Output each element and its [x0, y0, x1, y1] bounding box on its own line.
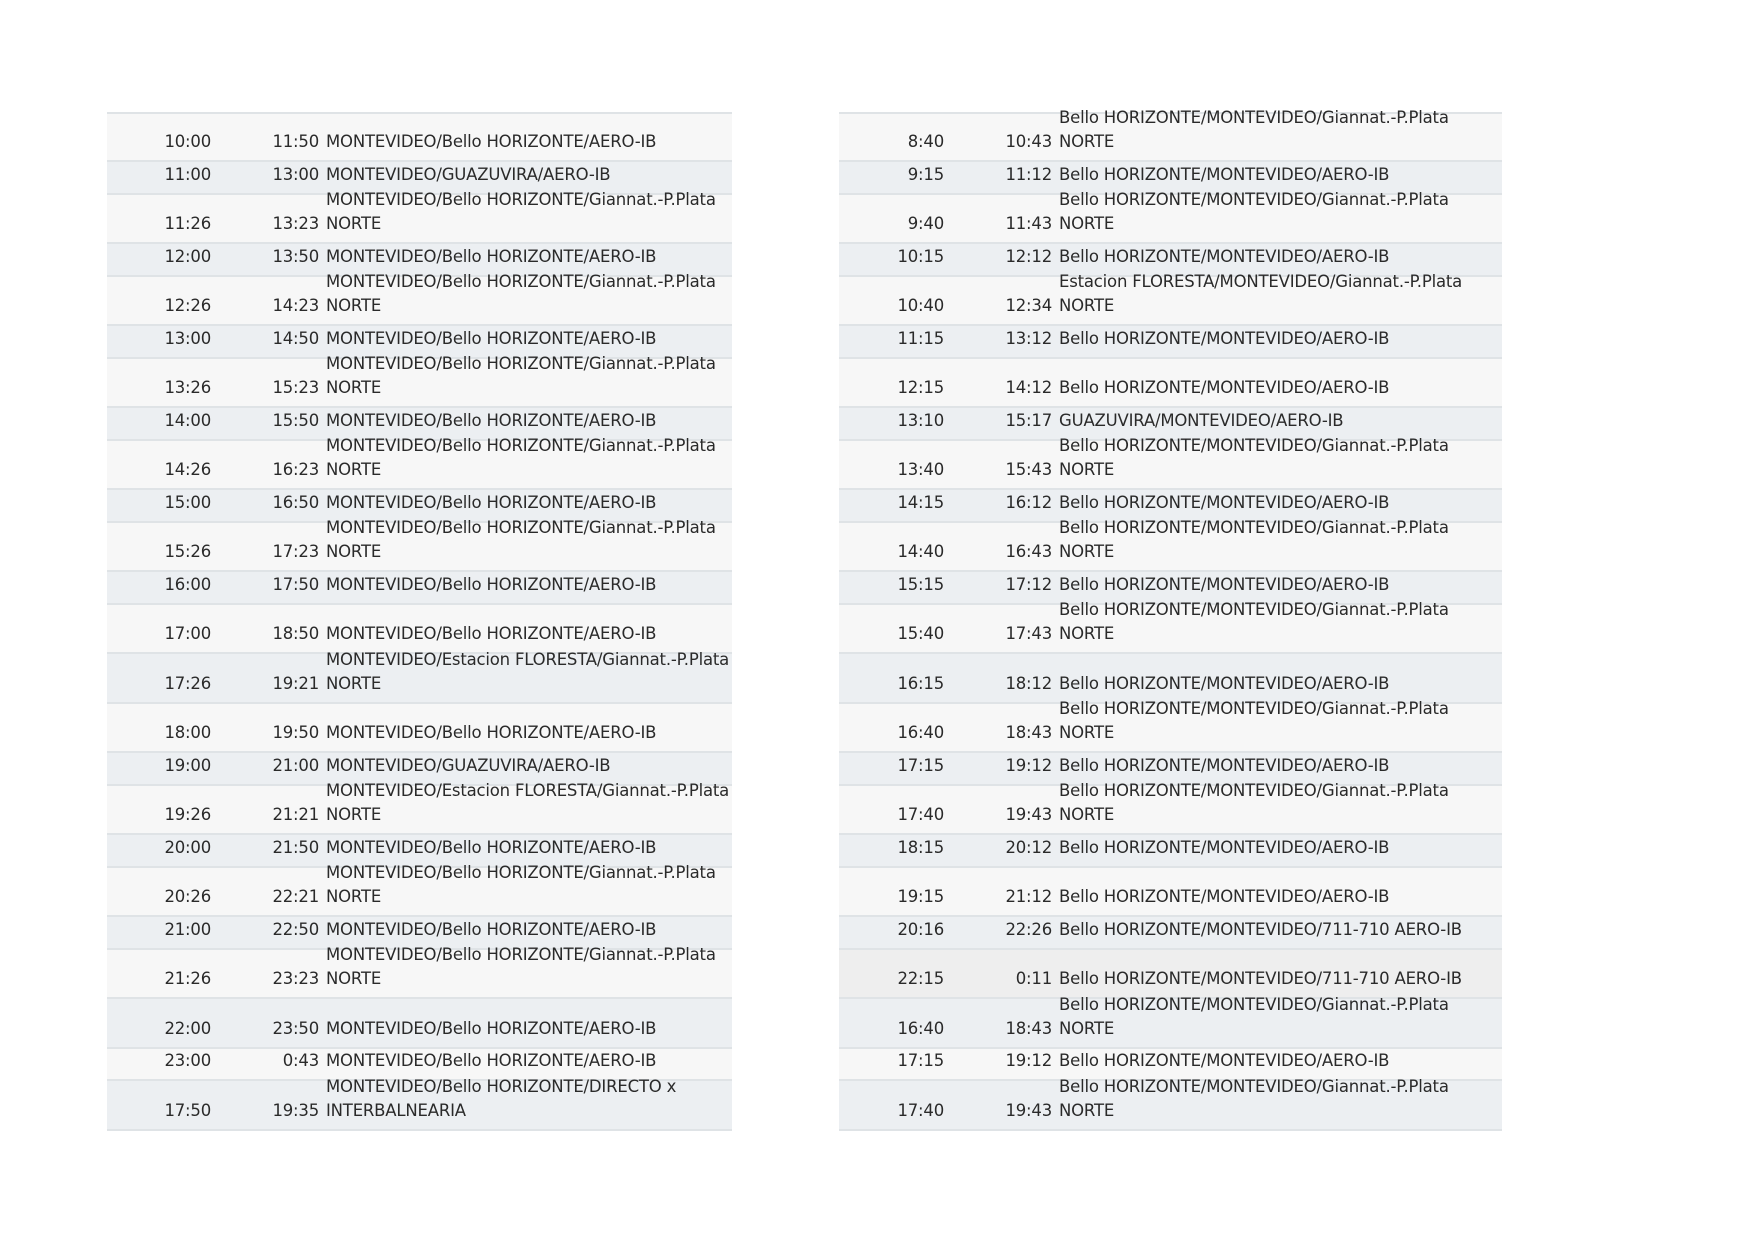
arrival-time: 17:12 [1005, 574, 1052, 594]
departure-time: 9:15 [907, 164, 944, 184]
table-row [107, 436, 732, 491]
arrival-time: 19:21 [272, 673, 319, 693]
route-name: Bello HORIZONTE/MONTEVIDEO/AERO-IB [1059, 164, 1390, 184]
arrival-time: 15:17 [1005, 410, 1052, 430]
departure-time: 18:00 [164, 723, 211, 742]
route-name: MONTEVIDEO/Bello HORIZONTE/Giannat.-P.Plata NORTE [326, 518, 716, 561]
departure-time: 12:00 [164, 246, 211, 266]
route-name: MONTEVIDEO/Bello HORIZONTE/Giannat.-P.Plata NORTE [326, 272, 716, 315]
route-name: MONTEVIDEO/Bello HORIZONTE/AERO-IB [326, 837, 657, 857]
arrival-time: 14:23 [272, 296, 319, 315]
table-row [107, 114, 732, 162]
route-name: Bello HORIZONTE/MONTEVIDEO/AERO-IB [1059, 755, 1390, 775]
arrival-time: 18:12 [1005, 673, 1052, 693]
route-name: Bello HORIZONTE/MONTEVIDEO/Giannat.-P.Plata NORTE [1059, 600, 1449, 643]
departure-time: 8:40 [907, 132, 944, 151]
departure-time: 20:26 [164, 887, 211, 906]
departure-time: 20:16 [897, 919, 944, 939]
departure-time: 13:40 [897, 460, 944, 479]
departure-time: 10:15 [897, 246, 944, 266]
table-row [107, 190, 732, 245]
route-name: Bello HORIZONTE/MONTEVIDEO/AERO-IB [1059, 574, 1390, 594]
route-name: MONTEVIDEO/Bello HORIZONTE/AERO-IB [326, 132, 657, 151]
departure-time: 19:15 [897, 887, 944, 906]
route-name: Bello HORIZONTE/MONTEVIDEO/Giannat.-P.Plata NORTE [1059, 518, 1449, 561]
arrival-time: 10:43 [1005, 132, 1052, 151]
route-name: Bello HORIZONTE/MONTEVIDEO/Giannat.-P.Plata NORTE [1059, 781, 1449, 824]
departure-time: 14:15 [897, 492, 944, 512]
route-name: Estacion FLORESTA/MONTEVIDEO/Giannat.-P.Plata NORTE [1059, 272, 1463, 315]
table-row [839, 1076, 1502, 1131]
route-name: MONTEVIDEO/Bello HORIZONTE/AERO-IB [326, 919, 657, 939]
route-name: Bello HORIZONTE/MONTEVIDEO/AERO-IB [1059, 246, 1390, 266]
arrival-time: 13:23 [272, 214, 319, 233]
arrival-time: 20:12 [1005, 837, 1052, 857]
table-row [839, 868, 1502, 918]
route-name: MONTEVIDEO/Bello HORIZONTE/AERO-IB [326, 1051, 657, 1070]
arrival-time: 12:34 [1005, 296, 1052, 315]
table-row [107, 1076, 732, 1131]
arrival-time: 14:12 [1005, 378, 1052, 397]
arrival-time: 18:50 [272, 624, 319, 643]
departure-time: 12:26 [164, 296, 211, 315]
route-name: Bello HORIZONTE/MONTEVIDEO/Giannat.-P.Plata NORTE [1059, 699, 1449, 742]
right-schedule-table [839, 108, 1502, 1131]
arrival-time: 11:12 [1005, 164, 1052, 184]
route-name: MONTEVIDEO/Bello HORIZONTE/AERO-IB [326, 328, 657, 348]
route-name: Bello HORIZONTE/MONTEVIDEO/Giannat.-P.Plata NORTE [1059, 994, 1449, 1038]
route-name: MONTEVIDEO/GUAZUVIRA/AERO-IB [326, 755, 611, 775]
departure-time: 11:00 [164, 164, 211, 184]
route-name: GUAZUVIRA/MONTEVIDEO/AERO-IB [1059, 410, 1344, 430]
departure-time: 15:40 [897, 624, 944, 643]
route-name: MONTEVIDEO/Bello HORIZONTE/AERO-IB [326, 574, 657, 594]
table-row [839, 436, 1502, 491]
left-schedule-table [107, 112, 732, 1131]
table-row [839, 835, 1502, 868]
route-name: MONTEVIDEO/Bello HORIZONTE/Giannat.-P.Plata NORTE [326, 354, 716, 397]
arrival-time: 15:43 [1005, 460, 1052, 479]
departure-time: 14:00 [164, 410, 211, 430]
arrival-time: 16:50 [272, 492, 319, 512]
departure-time: 17:40 [897, 805, 944, 824]
arrival-time: 11:50 [272, 132, 319, 151]
table-row [839, 994, 1502, 1049]
route-name: MONTEVIDEO/Bello HORIZONTE/Giannat.-P.Plata NORTE [326, 863, 716, 906]
departure-time: 19:00 [164, 755, 211, 775]
route-name: Bello HORIZONTE/MONTEVIDEO/AERO-IB [1059, 673, 1390, 693]
departure-time: 12:15 [897, 378, 944, 397]
departure-time: 16:15 [897, 673, 944, 693]
table-row [839, 518, 1502, 573]
table-row [839, 108, 1502, 162]
departure-time: 9:40 [907, 214, 944, 233]
route-name: Bello HORIZONTE/MONTEVIDEO/AERO-IB [1059, 1051, 1390, 1070]
route-name: MONTEVIDEO/Bello HORIZONTE/AERO-IB [326, 723, 657, 742]
departure-time: 10:40 [897, 296, 944, 315]
arrival-time: 22:21 [272, 887, 319, 906]
arrival-time: 12:12 [1005, 246, 1052, 266]
departure-time: 11:15 [897, 328, 944, 348]
table-row [107, 781, 732, 836]
route-name: MONTEVIDEO/Bello HORIZONTE/AERO-IB [326, 246, 657, 266]
arrival-time: 15:23 [272, 378, 319, 397]
arrival-time: 0:43 [282, 1051, 319, 1070]
route-name: Bello HORIZONTE/MONTEVIDEO/Giannat.-P.Plata NORTE [1059, 1076, 1449, 1120]
departure-time: 19:26 [164, 805, 211, 824]
arrival-time: 17:23 [272, 542, 319, 561]
table-row [107, 999, 732, 1049]
arrival-time: 21:00 [272, 755, 319, 775]
table-row [839, 326, 1502, 359]
route-name: Bello HORIZONTE/MONTEVIDEO/AERO-IB [1059, 837, 1390, 857]
arrival-time: 13:00 [272, 164, 319, 184]
table-row [839, 699, 1502, 754]
route-name: Bello HORIZONTE/MONTEVIDEO/Giannat.-P.Plata NORTE [1059, 108, 1449, 151]
arrival-time: 21:21 [272, 805, 319, 824]
route-name: Bello HORIZONTE/MONTEVIDEO/AERO-IB [1059, 887, 1390, 906]
departure-time: 16:00 [164, 574, 211, 594]
route-name: MONTEVIDEO/Bello HORIZONTE/AERO-IB [326, 492, 657, 512]
arrival-time: 19:43 [1005, 1100, 1052, 1120]
table-row [839, 917, 1502, 950]
departure-time: 22:00 [164, 1018, 211, 1038]
departure-time: 15:15 [897, 574, 944, 594]
route-name: MONTEVIDEO/Bello HORIZONTE/Giannat.-P.Plata NORTE [326, 945, 716, 988]
table-row [107, 354, 732, 409]
table-row [839, 600, 1502, 655]
departure-time: 17:00 [164, 624, 211, 643]
route-name: Bello HORIZONTE/MONTEVIDEO/AERO-IB [1059, 378, 1390, 397]
departure-time: 13:00 [164, 328, 211, 348]
arrival-time: 17:50 [272, 574, 319, 594]
table-row [107, 572, 732, 605]
arrival-time: 18:43 [1005, 1018, 1052, 1038]
departure-time: 14:40 [897, 542, 944, 561]
departure-time: 11:26 [164, 214, 211, 233]
route-name: MONTEVIDEO/Bello HORIZONTE/Giannat.-P.Plata NORTE [326, 436, 716, 479]
arrival-time: 23:50 [272, 1018, 319, 1038]
arrival-time: 22:50 [272, 919, 319, 939]
route-name: MONTEVIDEO/GUAZUVIRA/AERO-IB [326, 164, 611, 184]
arrival-time: 13:12 [1005, 328, 1052, 348]
departure-time: 16:40 [897, 723, 944, 742]
departure-time: 14:26 [164, 460, 211, 479]
departure-time: 16:40 [897, 1018, 944, 1038]
table-row [107, 518, 732, 573]
route-name: Bello HORIZONTE/MONTEVIDEO/711-710 AERO-IB [1059, 969, 1462, 988]
departure-time: 15:00 [164, 492, 211, 512]
arrival-time: 14:50 [272, 328, 319, 348]
table-row [839, 781, 1502, 836]
arrival-time: 19:12 [1005, 1051, 1052, 1070]
arrival-time: 16:23 [272, 460, 319, 479]
departure-time: 17:40 [897, 1100, 944, 1120]
departure-time: 22:15 [897, 969, 944, 988]
departure-time: 23:00 [164, 1051, 211, 1070]
table-row [839, 359, 1502, 409]
arrival-time: 11:43 [1005, 214, 1052, 233]
table-row [107, 272, 732, 327]
arrival-time: 18:43 [1005, 723, 1052, 742]
arrival-time: 17:43 [1005, 624, 1052, 643]
arrival-time: 15:50 [272, 410, 319, 430]
route-name: Bello HORIZONTE/MONTEVIDEO/Giannat.-P.Plata NORTE [1059, 190, 1449, 233]
departure-time: 21:00 [164, 919, 211, 939]
arrival-time: 19:35 [272, 1100, 319, 1120]
route-name: MONTEVIDEO/Bello HORIZONTE/AERO-IB [326, 410, 657, 430]
departure-time: 15:26 [164, 542, 211, 561]
arrival-time: 0:11 [1015, 969, 1052, 988]
arrival-time: 21:12 [1005, 887, 1052, 906]
route-name: MONTEVIDEO/Bello HORIZONTE/Giannat.-P.Plata NORTE [326, 190, 716, 233]
arrival-time: 19:43 [1005, 805, 1052, 824]
table-row [107, 704, 732, 754]
table-row [107, 649, 732, 704]
arrival-time: 22:26 [1005, 919, 1052, 939]
departure-time: 13:10 [897, 410, 944, 430]
arrival-time: 21:50 [272, 837, 319, 857]
table-row [107, 945, 732, 1000]
route-name: Bello HORIZONTE/MONTEVIDEO/AERO-IB [1059, 328, 1390, 348]
route-name: MONTEVIDEO/Bello HORIZONTE/AERO-IB [326, 624, 657, 643]
route-name: Bello HORIZONTE/MONTEVIDEO/711-710 AERO-IB [1059, 919, 1462, 939]
table-row [107, 863, 732, 918]
departure-time: 17:15 [897, 755, 944, 775]
table-row [839, 190, 1502, 245]
departure-time: 17:15 [897, 1051, 944, 1070]
departure-time: 17:26 [164, 673, 211, 693]
arrival-time: 23:23 [272, 969, 319, 988]
departure-time: 20:00 [164, 837, 211, 857]
route-name: Bello HORIZONTE/MONTEVIDEO/Giannat.-P.Plata NORTE [1059, 436, 1449, 479]
departure-time: 21:26 [164, 969, 211, 988]
arrival-time: 19:12 [1005, 755, 1052, 775]
arrival-time: 19:50 [272, 723, 319, 742]
arrival-time: 16:43 [1005, 542, 1052, 561]
route-name: MONTEVIDEO/Estacion FLORESTA/Giannat.-P.Plata NORTE [326, 649, 730, 693]
route-name: MONTEVIDEO/Estacion FLORESTA/Giannat.-P.Plata NORTE [326, 781, 730, 824]
route-name: Bello HORIZONTE/MONTEVIDEO/AERO-IB [1059, 492, 1390, 512]
route-name: MONTEVIDEO/Bello HORIZONTE/DIRECTO x INTERBALNEARIA [326, 1076, 677, 1120]
table-row [839, 272, 1502, 327]
departure-time: 18:15 [897, 837, 944, 857]
departure-time: 10:00 [164, 132, 211, 151]
arrival-time: 13:50 [272, 246, 319, 266]
route-name: MONTEVIDEO/Bello HORIZONTE/AERO-IB [326, 1018, 657, 1038]
departure-time: 13:26 [164, 378, 211, 397]
departure-time: 17:50 [164, 1100, 211, 1120]
arrival-time: 16:12 [1005, 492, 1052, 512]
